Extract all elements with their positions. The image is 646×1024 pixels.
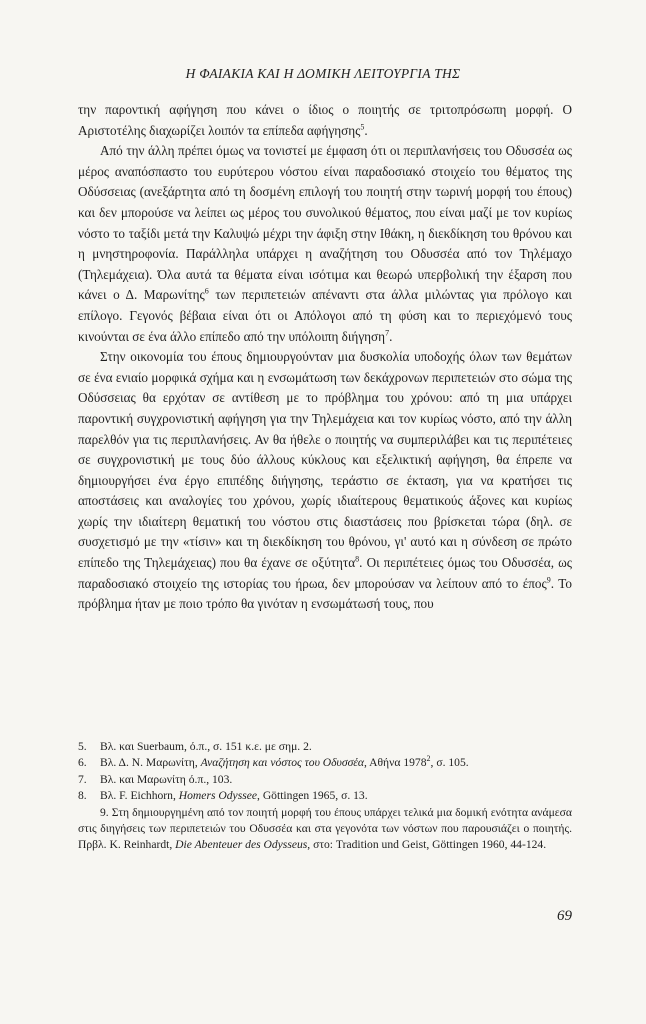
footnote-text: , Göttingen 1965, σ. 13. [257, 789, 368, 803]
paragraph-text: των περιπετειών απέναντι στα άλλα μιλώντας για πρόλογο και επίλογο. Γεγονός βέβαια είναι ότι οι Απόλογοι από τη φύση και το περιεχόμενό τους κινούνται σε ένα άλλο επίπεδο από την υπόλοιπη διήγηση [78, 287, 572, 344]
paragraph-text: . [389, 328, 393, 344]
footnote-text: Βλ. Δ. Ν. Μαρωνίτη, [100, 756, 201, 770]
footnote-number: 7. [78, 772, 87, 786]
book-title: Die Abenteuer des Odysseus [175, 838, 308, 852]
paragraph-3 [78, 347, 572, 615]
footnote-number: 6. [78, 756, 87, 770]
footnote-ref-6: 6 [204, 286, 209, 296]
footnote-text: Βλ. και Suerbaum, ό.π., σ. 151 κ.ε. με σημ. 2. [100, 740, 312, 753]
paragraph-text: . [364, 122, 368, 138]
footnote-9 [78, 805, 572, 854]
main-text [78, 100, 572, 615]
footnote-text: Βλ. F. Eichhorn, [100, 789, 179, 803]
footnote-text: Στη δημιουργημένη από τον ποιητή μορφή του έπους υπάρχει τελικά μια δομική ενότητα ανάμεσα στις διηγήσεις των περιπετειών του Οδυσσέα και στα γεγονότα των νόστων που παρουσιάζει ο ποιητής. Πρβλ. K. Reinhardt, [78, 805, 572, 852]
footnote-8 [78, 788, 572, 804]
footnote-ref-9: 9 [546, 575, 551, 585]
running-head: Η ΦΑΙΑΚΙΑ ΚΑΙ Η ΔΟΜΙΚΗ ΛΕΙΤΟΥΡΓΙΑ ΤΗΣ [185, 66, 461, 81]
paragraph-text: Από την άλλη πρέπει όμως να τονιστεί με έμφαση ότι οι περιπλανήσεις του Οδυσσέα ως μέρος αναπόσπαστο του ευρύτερου νόστου είναι παραδοσιακό στοιχείο του θέματος της Οδύσσειας (ανεξάρτητα από τη δοσμένη επιλογή του ποιητή στην τωρινή μορφή του έπους) και δεν μπορούσε να λείπει ως μέρος του συνολικού θέματος, που είναι μαζί με τον κυρίως νόστο το ταξίδι μετά την Καλυψώ μέχρι την άφιξη στην Ιθάκη, η διεκδίκηση του θρόνου και η μνηστηροφονία. Παράλληλα υπάρχει η αναζήτηση του Οδυσσέα από τον Τηλέμαχο (Τηλεμάχεια). Όλα αυτά τα θέματα είναι ισότιμα και θεωρώ υπερβολική την έξαρση που κάνει ο Δ. Μαρωνίτης [78, 143, 572, 303]
footnote-ref-5: 5 [360, 122, 365, 132]
book-title: Homers Odyssee [178, 789, 258, 803]
footnotes [78, 739, 572, 854]
paragraph-text: την παροντική αφήγηση που κάνει ο ίδιος ο ποιητής σε τριτοπρόσωπη μορφή. Ο Αριστοτέλης διαχωρίζει λοιπόν τα επίπεδα αφήγησης [78, 102, 572, 138]
paragraph-text: . Το πρόβλημα ήταν με ποιο τρόπο θα γινόταν η ενσωμάτωσή τους, που [78, 575, 572, 612]
paragraph-1 [78, 100, 572, 141]
footnote-number: 8. [78, 789, 87, 803]
footnote-ref-8: 8 [355, 554, 360, 564]
page-number: 69 [557, 908, 572, 924]
footnote-text: , Αθήνα 1978 [363, 756, 427, 770]
footnote-text: , σ. 105. [430, 756, 469, 770]
footnote-6 [78, 755, 572, 771]
footnote-ref-7: 7 [385, 328, 390, 338]
edition-superscript: 2 [426, 754, 431, 764]
paragraph-text: Στην οικονομία του έπους δημιουργούνταν μια δυσκολία υποδοχής όλων των θεμάτων σε ένα ενιαίο μορφικά σχήμα και η ενσωμάτωση των δεκάχρονων περιπετειών στο σώμα της Οδύσσειας θα ερχόταν σε αντίθεση με το πρόβλημα του χρόνου: από τη μια υπάρχει παροντική συγχρονιστική αφήγηση για την Τηλεμάχεια και τον κυρίως νόστο, από την άλλη παρελθόν για τις περιπλανήσεις. Αν θα ήθελε ο ποιητής να συμπεριλάβει και τις περιπέτειες σε συγχρονιστική με τους δύο άλλους κύκλους και εξελικτική αφήγηση, θα έπρεπε να δημιουργήσει ένα έργο επιπέδης διήγησης, τεράστιο σε έκταση, για να κρατήσει τις αποστάσεις και αναλογίες του χρόνου, χωρίς ιδιαίτερους θεματικούς άξονες και κυρίως χωρίς την ιδιαίτερη θεματική του νόστου στις διαστάσεις που βρίσκεται τώρα (δηλ. σε συσχετισμό με την «τίσιν» και τη διεκδίκηση του θρόνου, γι' αυτό και η σύνδεση σε πρώτο επίπεδο της Τηλεμάχειας) που θα έχανε σε οξύτητα [78, 349, 572, 571]
footnote-text: Βλ. και Μαρωνίτη ό.π., 103. [100, 772, 233, 786]
paragraph-2 [78, 141, 572, 347]
footnote-text: , στο: Tradition und Geist, Göttingen 1960, 44-124. [307, 838, 547, 852]
footnote-7 [78, 772, 572, 788]
footnote-number: 9. [100, 805, 109, 819]
footnote-number: 5. [78, 740, 87, 753]
book-title: Αναζήτηση και νόστος του Οδυσσέα [200, 756, 364, 770]
footnote-5 [78, 739, 572, 755]
paragraph-text: . Οι περιπέτειες όμως του Οδυσσέα, ως παραδοσιακό στοιχείο της ιστορίας του ήρωα, δεν μπορούσαν να λείπουν από το έπος [78, 555, 573, 591]
